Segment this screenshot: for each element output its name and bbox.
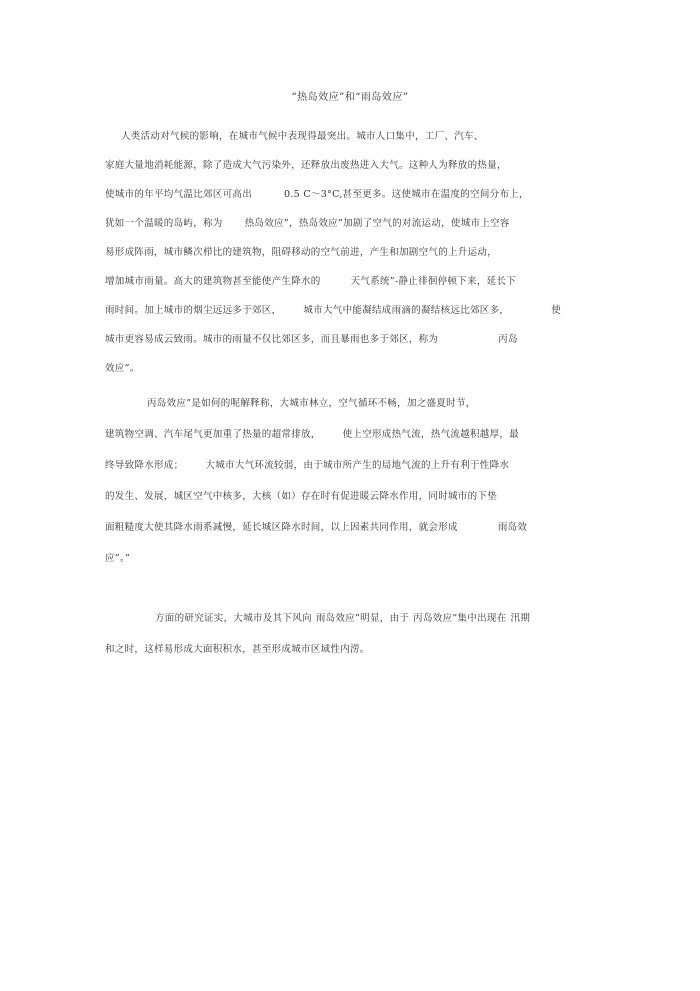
- text-segment: 丙岛: [498, 334, 518, 345]
- text-segment: 丙岛效应”集中出现在: [413, 613, 507, 624]
- text-segment: 城市大气中能凝结成雨滴的凝结核远比郊区多，: [303, 305, 510, 316]
- text-segment: 方面的研究证实，大城市及其下风向: [155, 613, 312, 624]
- text-line: 人类活动对气候的影响，在城市气候中表现得最突出。城市人口集中，工厂、汽车、: [121, 131, 484, 142]
- text-line: 的发生、发展，城区空气中核多，大核（如）存在时有促进暖云降水作用，同时城市的下垫: [105, 491, 498, 502]
- text-segment: 城市更容易成云致雨。城市的雨量不仅比郊区多，而且暴雨也多于郊区，称为: [105, 334, 439, 345]
- text-line: [105, 457, 509, 471]
- text-line: [105, 426, 519, 440]
- text-segment: 汛期: [510, 613, 531, 624]
- text-segment: 0.5 C～3°C,甚至更多。这使城市在温度的空间分布上，: [284, 189, 529, 200]
- text-segment: 面粗糙度大使其降水雨系减慢，延长城区降水时间，以上因素共同作用，就会形成: [105, 522, 458, 533]
- text-segment: 雨岛效应”明显，由于: [315, 613, 410, 624]
- text-segment: 天气系统”-静止徘徊停顿下来，延长下: [350, 276, 517, 287]
- text-segment: 建筑物空调、汽车尾气更加重了热量的超常排放，: [105, 429, 321, 440]
- text-line: [105, 186, 529, 200]
- text-line: 家庭大量地消耗能源，除了造成大气污染外，还释放出废热进入大气。这种人为释放的热量，: [105, 160, 507, 171]
- text-line: 丙岛效应”是如何的呢解释称，大城市林立，空气循环不畅，加之盛夏时节，: [147, 398, 476, 409]
- text-line: [105, 331, 518, 345]
- text-segment: 增加城市雨量。高大的建筑物甚至能使产生降水的: [105, 276, 321, 287]
- text-line: 易形成阵雨，城市鳞次栉比的建筑物，阻碍移动的空气前进，产生和加剧空气的上升运动，: [105, 247, 498, 258]
- text-segment: 犹如一个温暖的岛屿，称为: [105, 218, 223, 229]
- text-line: 应”。”: [105, 553, 131, 564]
- text-segment: 热岛效应”，热岛效应”加剧了空气的对流运动，使城市上空容: [244, 218, 510, 229]
- text-line: [105, 302, 561, 316]
- text-line: [105, 215, 510, 229]
- text-line: 和之时，这样易形成大面积积水，甚至形成城市区域性内涝。: [105, 644, 370, 655]
- text-line: 效应”。: [105, 363, 140, 374]
- text-line: [105, 519, 527, 533]
- text-segment: 使: [551, 305, 562, 316]
- text-segment: 雨时间。加上城市的烟尘远远多于郊区，: [105, 305, 282, 316]
- text-segment: 雨岛效: [497, 522, 528, 533]
- text-line: [105, 273, 516, 287]
- document-title: “热岛效应”和“雨岛效应”: [291, 92, 409, 103]
- text-segment: 终导致降水形成；: [105, 460, 184, 471]
- text-line: [155, 610, 530, 624]
- text-segment: 使上空形成热气流，热气流越积越厚，最: [342, 429, 520, 440]
- text-segment: 使城市的年平均气温比郊区可高出: [105, 189, 253, 200]
- text-segment: 大城市大气环流较弱，由于城市所产生的局地气流的上升有利于性降水: [205, 460, 510, 471]
